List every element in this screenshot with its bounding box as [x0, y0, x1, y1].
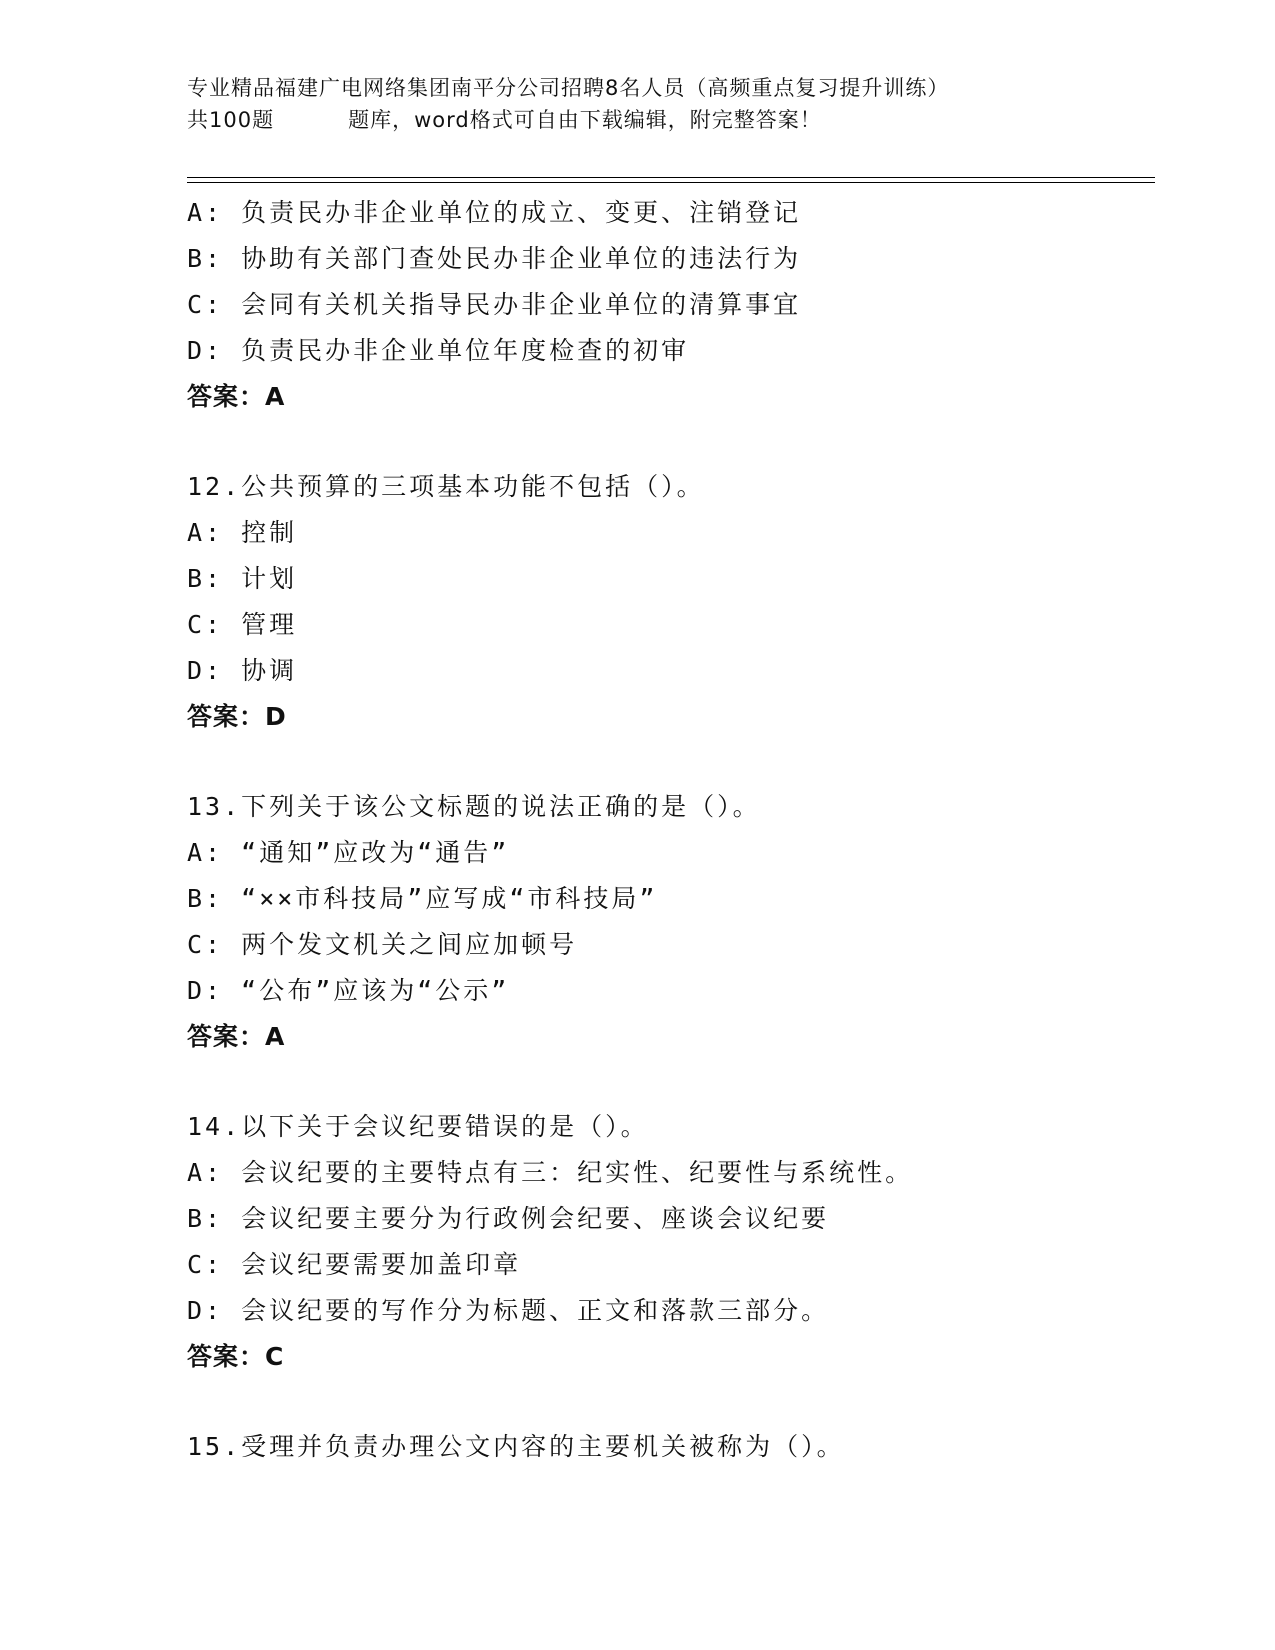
option-b: B: 会议纪要主要分为行政例会纪要、座谈会议纪要 [187, 1204, 830, 1233]
question-stem: 15.受理并负责办理公文内容的主要机关被称为（）。 [187, 1432, 845, 1461]
option-a: A: “通知”应改为“通告” [187, 838, 510, 867]
header-divider-top [187, 177, 1155, 178]
question-stem: 13.下列关于该公文标题的说法正确的是（）。 [187, 792, 761, 821]
question-13 [187, 784, 1147, 1060]
option-d: D: 负责民办非企业单位年度检查的初审 [187, 336, 690, 365]
question-stem: 12.公共预算的三项基本功能不包括（）。 [187, 472, 705, 501]
option-a: A: 负责民办非企业单位的成立、变更、注销登记 [187, 198, 802, 227]
option-b: B: 协助有关部门查处民办非企业单位的违法行为 [187, 244, 802, 273]
question-stem: 14.以下关于会议纪要错误的是（）。 [187, 1112, 649, 1141]
answer: 答案：C [187, 1342, 285, 1371]
option-d: D: “公布”应该为“公示” [187, 976, 510, 1005]
document-header [187, 72, 1147, 136]
answer: 答案：A [187, 382, 286, 411]
option-c: C: 管理 [187, 610, 298, 639]
option-d: D: 会议纪要的写作分为标题、正文和落款三部分。 [187, 1296, 830, 1325]
option-c: C: 会议纪要需要加盖印章 [187, 1250, 522, 1279]
option-c: C: 两个发文机关之间应加顿号 [187, 930, 578, 959]
question-15 [187, 1424, 1147, 1470]
download-note: 题库，word格式可自由下载编辑，附完整答案！ [348, 108, 822, 132]
option-b: B: 计划 [187, 564, 298, 593]
question-12 [187, 464, 1147, 740]
answer: 答案：A [187, 1022, 286, 1051]
answer: 答案：D [187, 702, 287, 731]
header-title: 专业精品福建广电网络集团南平分公司招聘8名人员（高频重点复习提升训练） [187, 76, 950, 100]
option-a: A: 控制 [187, 518, 298, 547]
option-a: A: 会议纪要的主要特点有三：纪实性、纪要性与系统性。 [187, 1158, 914, 1187]
question-11 [187, 190, 1147, 420]
header-divider-bottom [187, 182, 1155, 183]
option-c: C: 会同有关机关指导民办非企业单位的清算事宜 [187, 290, 802, 319]
question-14 [187, 1104, 1147, 1380]
header-subtitle [187, 104, 1147, 136]
question-list [187, 190, 1147, 1470]
option-b: B: “××市科技局”应写成“市科技局” [187, 884, 658, 913]
option-d: D: 协调 [187, 656, 298, 685]
question-count: 共100题 [187, 108, 275, 132]
